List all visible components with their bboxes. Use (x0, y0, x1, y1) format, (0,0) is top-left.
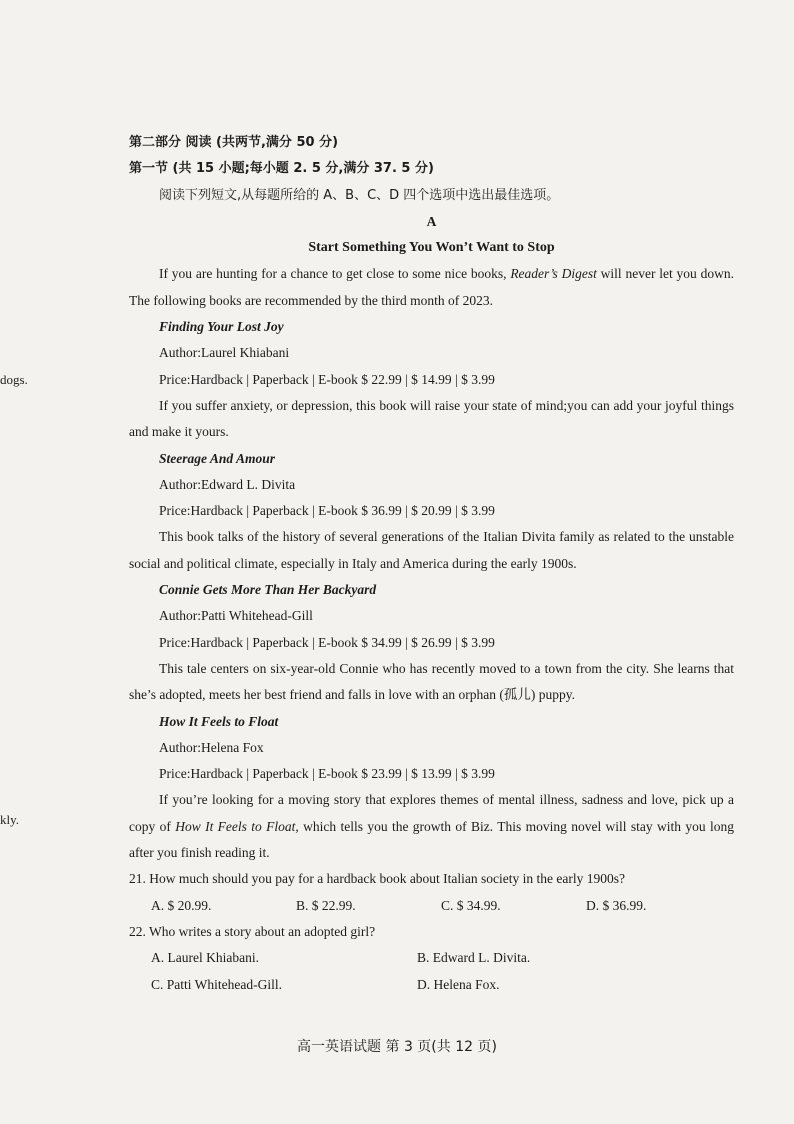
option-d[interactable]: D. $ 36.99. (586, 897, 647, 913)
book-description: This tale centers on six-year-old Connie who has recently moved to a town from the city. She learns that she’s adopted, meets her best friend and falls in love with an orphan (孤儿) puppy. (129, 660, 734, 703)
instruction: 阅读下列短文,从每题所给的 A、B、C、D 四个选项中选出最佳选项。 (159, 187, 560, 203)
passage-title: Start Something You Won’t Want to Stop (308, 240, 555, 256)
question-stem: 21. How much should you pay for a hardback book about Italian society in the early 1900s? (129, 871, 625, 887)
page-content (129, 130, 734, 998)
answer-options (129, 893, 734, 919)
answer-options (129, 945, 734, 971)
book-description: This book talks of the history of several generations of the Italian Divita family as related to the unstable social and political climate, especially in Italy and America during the early 1900s. (129, 529, 734, 571)
section-heading: 第一节 (共 15 小题;每小题 2. 5 分,满分 37. 5 分) (129, 161, 434, 177)
book-description: If you’re looking for a moving story that explores themes of mental illness, sadness and love, pick up a copy of How It Feels to Float, which tells you the growth of Biz. This moving novel will stay with you long after you finish reading it. (129, 792, 734, 861)
option-c[interactable]: C. $ 34.99. (441, 897, 501, 913)
option-d[interactable]: D. Helena Fox. (417, 976, 500, 992)
book-title: Steerage And Amour (159, 450, 276, 466)
question-stem: 22. Who writes a story about an adopted girl? (129, 923, 376, 939)
option-b[interactable]: B. $ 22.99. (296, 897, 356, 913)
book-price: Price:Hardback | Paperback | E-book $ 34.99 | $ 26.99 | $ 3.99 (159, 634, 495, 650)
book-price: Price:Hardback | Paperback | E-book $ 36.99 | $ 20.99 | $ 3.99 (159, 503, 495, 519)
book-description: If you suffer anxiety, or depression, this book will raise your state of mind;you can add your joyful things and make it yours. (129, 397, 734, 440)
page-footer: 高一英语试题 第 3 页(共 12 页) (297, 1039, 497, 1055)
book-author: Author:Helena Fox (159, 739, 264, 755)
margin-fragment: kly. (0, 812, 20, 827)
option-a[interactable]: A. $ 20.99. (151, 897, 212, 913)
margin-fragment: dogs. (0, 372, 28, 387)
book-title: How It Feels to Float (159, 713, 279, 729)
answer-options (129, 972, 734, 998)
option-c[interactable]: C. Patti Whitehead-Gill. (151, 976, 282, 992)
passage-label: A (426, 213, 437, 229)
option-b[interactable]: B. Edward L. Divita. (417, 950, 531, 966)
intro-paragraph: If you are hunting for a chance to get close to some nice books, Reader’s Digest will never let you down. The following books are recommended by the third month of 2023. (129, 266, 734, 308)
part-heading: 第二部分 阅读 (共两节,满分 50 分) (129, 135, 339, 150)
option-a[interactable]: A. Laurel Khiabani. (151, 950, 259, 966)
book-price: Price:Hardback | Paperback | E-book $ 23.99 | $ 13.99 | $ 3.99 (159, 766, 495, 782)
book-author: Author:Patti Whitehead-Gill (159, 608, 313, 624)
book-price: Price:Hardback | Paperback | E-book $ 22.99 | $ 14.99 | $ 3.99 (159, 371, 495, 387)
book-author: Author:Edward L. Divita (159, 476, 296, 492)
book-title: Finding Your Lost Joy (159, 319, 284, 335)
book-author: Author:Laurel Khiabani (159, 345, 290, 361)
book-title: Connie Gets More Than Her Backyard (159, 582, 377, 598)
